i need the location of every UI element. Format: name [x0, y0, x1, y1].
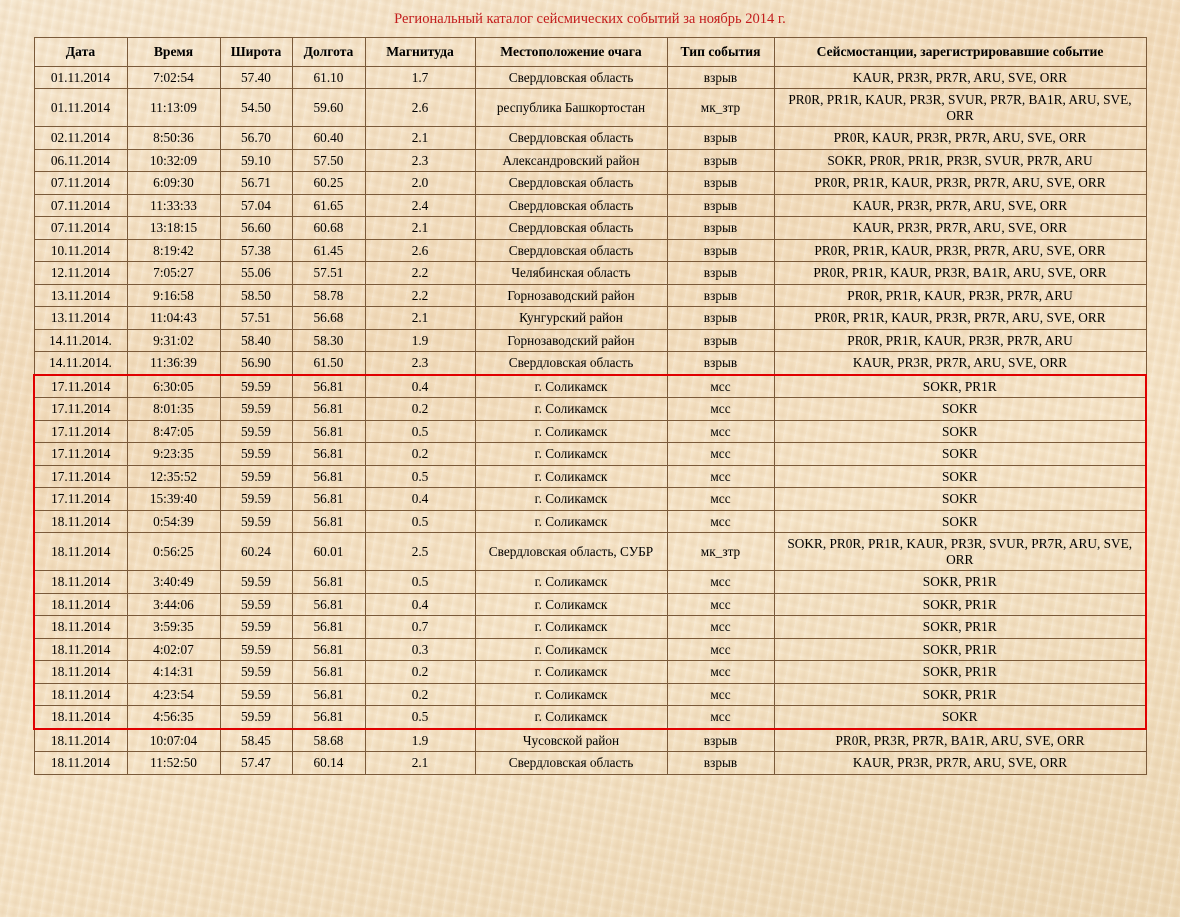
cell-stations: PR0R, PR1R, KAUR, PR3R, PR7R, ARU: [774, 329, 1146, 352]
table-row[interactable]: [34, 352, 1146, 375]
cell-longitude: 61.10: [292, 66, 365, 89]
cell-longitude: 61.65: [292, 194, 365, 217]
cell-event-type: взрыв: [667, 752, 774, 775]
table-row[interactable]: [34, 683, 1146, 706]
table-row[interactable]: [34, 533, 1146, 571]
cell-magnitude: 0.5: [365, 465, 475, 488]
cell-time: 8:47:05: [127, 420, 220, 443]
cell-stations: SOKR: [774, 398, 1146, 421]
cell-longitude: 60.68: [292, 217, 365, 240]
cell-time: 10:32:09: [127, 149, 220, 172]
cell-location: Свердловская область: [475, 194, 667, 217]
cell-event-type: взрыв: [667, 217, 774, 240]
cell-stations: PR0R, PR3R, PR7R, BA1R, ARU, SVE, ORR: [774, 729, 1146, 752]
cell-longitude: 56.81: [292, 420, 365, 443]
cell-stations: PR0R, PR1R, KAUR, PR3R, BA1R, ARU, SVE, ORR: [774, 262, 1146, 285]
cell-location: г. Соликамск: [475, 616, 667, 639]
cell-longitude: 56.81: [292, 571, 365, 594]
cell-stations: SOKR, PR1R: [774, 571, 1146, 594]
cell-stations: KAUR, PR3R, PR7R, ARU, SVE, ORR: [774, 352, 1146, 375]
cell-date: 18.11.2014: [34, 533, 127, 571]
cell-longitude: 60.25: [292, 172, 365, 195]
cell-magnitude: 2.5: [365, 533, 475, 571]
cell-longitude: 56.81: [292, 443, 365, 466]
cell-date: 18.11.2014: [34, 593, 127, 616]
cell-stations: SOKR, PR1R: [774, 375, 1146, 398]
cell-location: Горнозаводский район: [475, 329, 667, 352]
cell-magnitude: 1.9: [365, 729, 475, 752]
cell-longitude: 58.68: [292, 729, 365, 752]
cell-date: 18.11.2014: [34, 661, 127, 684]
cell-date: 17.11.2014: [34, 465, 127, 488]
cell-time: 8:01:35: [127, 398, 220, 421]
cell-stations: SOKR, PR0R, PR1R, PR3R, SVUR, PR7R, ARU: [774, 149, 1146, 172]
cell-time: 11:33:33: [127, 194, 220, 217]
cell-event-type: взрыв: [667, 352, 774, 375]
cell-event-type: мсс: [667, 398, 774, 421]
cell-latitude: 58.50: [220, 284, 292, 307]
cell-longitude: 56.81: [292, 375, 365, 398]
cell-latitude: 59.10: [220, 149, 292, 172]
cell-time: 3:59:35: [127, 616, 220, 639]
cell-time: 13:18:15: [127, 217, 220, 240]
cell-time: 11:13:09: [127, 89, 220, 127]
cell-magnitude: 2.2: [365, 284, 475, 307]
cell-date: 14.11.2014.: [34, 352, 127, 375]
table-row[interactable]: [34, 375, 1146, 398]
cell-longitude: 60.01: [292, 533, 365, 571]
cell-time: 11:04:43: [127, 307, 220, 330]
cell-date: 12.11.2014: [34, 262, 127, 285]
cell-latitude: 59.59: [220, 420, 292, 443]
cell-latitude: 59.59: [220, 443, 292, 466]
cell-magnitude: 0.2: [365, 398, 475, 421]
cell-location: г. Соликамск: [475, 398, 667, 421]
cell-event-type: взрыв: [667, 172, 774, 195]
cell-latitude: 57.51: [220, 307, 292, 330]
cell-latitude: 58.40: [220, 329, 292, 352]
table-row[interactable]: [34, 66, 1146, 89]
table-row[interactable]: [34, 638, 1146, 661]
cell-stations: SOKR, PR1R: [774, 616, 1146, 639]
table-row[interactable]: [34, 172, 1146, 195]
cell-stations: KAUR, PR3R, PR7R, ARU, SVE, ORR: [774, 66, 1146, 89]
table-row[interactable]: [34, 239, 1146, 262]
cell-time: 3:44:06: [127, 593, 220, 616]
cell-latitude: 59.59: [220, 571, 292, 594]
cell-location: г. Соликамск: [475, 510, 667, 533]
cell-event-type: взрыв: [667, 239, 774, 262]
table-header-row: [34, 38, 1146, 67]
cell-date: 18.11.2014: [34, 683, 127, 706]
cell-event-type: мсс: [667, 571, 774, 594]
cell-stations: PR0R, PR1R, KAUR, PR3R, PR7R, ARU, SVE, ORR: [774, 239, 1146, 262]
cell-longitude: 60.40: [292, 127, 365, 150]
cell-event-type: взрыв: [667, 262, 774, 285]
cell-date: 14.11.2014.: [34, 329, 127, 352]
cell-location: Свердловская область: [475, 172, 667, 195]
cell-stations: SOKR: [774, 443, 1146, 466]
cell-time: 4:02:07: [127, 638, 220, 661]
cell-event-type: мсс: [667, 616, 774, 639]
column-header-location: Местоположение очага: [475, 38, 667, 67]
cell-time: 11:52:50: [127, 752, 220, 775]
cell-latitude: 56.71: [220, 172, 292, 195]
table-row[interactable]: [34, 706, 1146, 729]
cell-longitude: 56.81: [292, 616, 365, 639]
cell-time: 4:56:35: [127, 706, 220, 729]
cell-location: Александровский район: [475, 149, 667, 172]
cell-event-type: мсс: [667, 443, 774, 466]
cell-longitude: 56.81: [292, 706, 365, 729]
cell-longitude: 57.51: [292, 262, 365, 285]
column-header-longitude: Долгота: [292, 38, 365, 67]
cell-date: 02.11.2014: [34, 127, 127, 150]
cell-date: 18.11.2014: [34, 706, 127, 729]
cell-date: 01.11.2014: [34, 66, 127, 89]
cell-time: 10:07:04: [127, 729, 220, 752]
cell-time: 15:39:40: [127, 488, 220, 511]
cell-stations: PR0R, PR1R, KAUR, PR3R, PR7R, ARU: [774, 284, 1146, 307]
cell-location: Свердловская область: [475, 752, 667, 775]
cell-latitude: 59.59: [220, 683, 292, 706]
column-header-latitude: Широта: [220, 38, 292, 67]
cell-time: 6:09:30: [127, 172, 220, 195]
cell-latitude: 59.59: [220, 398, 292, 421]
cell-date: 17.11.2014: [34, 488, 127, 511]
table-row[interactable]: [34, 443, 1146, 466]
cell-magnitude: 2.3: [365, 149, 475, 172]
cell-event-type: мсс: [667, 683, 774, 706]
cell-magnitude: 0.5: [365, 420, 475, 443]
cell-stations: SOKR, PR1R: [774, 593, 1146, 616]
cell-date: 07.11.2014: [34, 172, 127, 195]
table-row[interactable]: [34, 217, 1146, 240]
cell-longitude: 56.81: [292, 638, 365, 661]
cell-event-type: взрыв: [667, 194, 774, 217]
cell-location: г. Соликамск: [475, 465, 667, 488]
cell-date: 13.11.2014: [34, 284, 127, 307]
table-row[interactable]: [34, 729, 1146, 752]
cell-latitude: 57.38: [220, 239, 292, 262]
cell-latitude: 59.59: [220, 661, 292, 684]
cell-latitude: 58.45: [220, 729, 292, 752]
cell-stations: KAUR, PR3R, PR7R, ARU, SVE, ORR: [774, 752, 1146, 775]
cell-location: г. Соликамск: [475, 420, 667, 443]
cell-location: г. Соликамск: [475, 571, 667, 594]
table-row[interactable]: [34, 510, 1146, 533]
table-body: [34, 66, 1146, 774]
cell-longitude: 59.60: [292, 89, 365, 127]
table-row[interactable]: [34, 465, 1146, 488]
cell-event-type: мсс: [667, 420, 774, 443]
cell-time: 7:05:27: [127, 262, 220, 285]
cell-location: г. Соликамск: [475, 375, 667, 398]
cell-date: 17.11.2014: [34, 398, 127, 421]
cell-location: г. Соликамск: [475, 638, 667, 661]
cell-magnitude: 0.7: [365, 616, 475, 639]
cell-time: 11:36:39: [127, 352, 220, 375]
cell-location: г. Соликамск: [475, 593, 667, 616]
cell-date: 18.11.2014: [34, 571, 127, 594]
cell-location: Свердловская область: [475, 217, 667, 240]
cell-magnitude: 0.2: [365, 683, 475, 706]
table-row[interactable]: [34, 571, 1146, 594]
cell-longitude: 56.81: [292, 661, 365, 684]
cell-location: республика Башкортостан: [475, 89, 667, 127]
cell-latitude: 59.59: [220, 488, 292, 511]
cell-time: 8:50:36: [127, 127, 220, 150]
cell-time: 12:35:52: [127, 465, 220, 488]
cell-date: 18.11.2014: [34, 729, 127, 752]
cell-location: г. Соликамск: [475, 683, 667, 706]
cell-date: 13.11.2014: [34, 307, 127, 330]
cell-latitude: 57.40: [220, 66, 292, 89]
cell-longitude: 61.50: [292, 352, 365, 375]
cell-date: 18.11.2014: [34, 752, 127, 775]
cell-latitude: 59.59: [220, 638, 292, 661]
cell-magnitude: 2.2: [365, 262, 475, 285]
cell-location: Свердловская область: [475, 352, 667, 375]
cell-location: Свердловская область, СУБР: [475, 533, 667, 571]
cell-time: 9:16:58: [127, 284, 220, 307]
cell-magnitude: 0.4: [365, 375, 475, 398]
cell-location: Чусовской район: [475, 729, 667, 752]
cell-date: 07.11.2014: [34, 217, 127, 240]
cell-magnitude: 1.7: [365, 66, 475, 89]
cell-longitude: 61.45: [292, 239, 365, 262]
cell-magnitude: 0.5: [365, 571, 475, 594]
seismic-events-table: [33, 37, 1147, 775]
column-header-time: Время: [127, 38, 220, 67]
cell-date: 10.11.2014: [34, 239, 127, 262]
cell-longitude: 56.68: [292, 307, 365, 330]
cell-stations: SOKR: [774, 465, 1146, 488]
cell-magnitude: 1.9: [365, 329, 475, 352]
cell-latitude: 59.59: [220, 465, 292, 488]
cell-date: 17.11.2014: [34, 443, 127, 466]
cell-magnitude: 0.2: [365, 443, 475, 466]
cell-event-type: мсс: [667, 661, 774, 684]
cell-time: 0:56:25: [127, 533, 220, 571]
cell-latitude: 55.06: [220, 262, 292, 285]
table-row[interactable]: [34, 307, 1146, 330]
cell-latitude: 59.59: [220, 706, 292, 729]
cell-time: 0:54:39: [127, 510, 220, 533]
cell-magnitude: 2.1: [365, 752, 475, 775]
cell-location: г. Соликамск: [475, 488, 667, 511]
table-row[interactable]: [34, 89, 1146, 127]
cell-stations: SOKR: [774, 510, 1146, 533]
cell-time: 4:23:54: [127, 683, 220, 706]
cell-magnitude: 2.1: [365, 307, 475, 330]
column-header-date: Дата: [34, 38, 127, 67]
cell-stations: SOKR, PR1R: [774, 638, 1146, 661]
column-header-stations: Сейсмостанции, зарегистрировавшие событие: [774, 38, 1146, 67]
cell-time: 3:40:49: [127, 571, 220, 594]
cell-magnitude: 0.5: [365, 706, 475, 729]
cell-event-type: мсс: [667, 638, 774, 661]
cell-stations: PR0R, PR1R, KAUR, PR3R, SVUR, PR7R, BA1R, ARU, SVE, ORR: [774, 89, 1146, 127]
cell-stations: KAUR, PR3R, PR7R, ARU, SVE, ORR: [774, 194, 1146, 217]
cell-date: 17.11.2014: [34, 375, 127, 398]
cell-magnitude: 2.4: [365, 194, 475, 217]
cell-magnitude: 2.1: [365, 217, 475, 240]
cell-event-type: мсс: [667, 593, 774, 616]
cell-latitude: 54.50: [220, 89, 292, 127]
cell-stations: SOKR, PR1R: [774, 661, 1146, 684]
cell-event-type: мк_зтр: [667, 533, 774, 571]
cell-longitude: 56.81: [292, 398, 365, 421]
cell-latitude: 59.59: [220, 375, 292, 398]
cell-location: г. Соликамск: [475, 661, 667, 684]
cell-location: г. Соликамск: [475, 443, 667, 466]
table-header: [34, 38, 1146, 67]
cell-latitude: 57.04: [220, 194, 292, 217]
cell-latitude: 59.59: [220, 593, 292, 616]
cell-date: 18.11.2014: [34, 638, 127, 661]
cell-stations: SOKR, PR1R: [774, 683, 1146, 706]
table-row[interactable]: [34, 488, 1146, 511]
cell-longitude: 56.81: [292, 593, 365, 616]
cell-magnitude: 0.4: [365, 488, 475, 511]
cell-longitude: 56.81: [292, 488, 365, 511]
cell-location: Свердловская область: [475, 127, 667, 150]
cell-latitude: 57.47: [220, 752, 292, 775]
page-title: Региональный каталог сейсмических событий за ноябрь 2014 г.: [394, 11, 786, 27]
cell-location: Кунгурский район: [475, 307, 667, 330]
column-header-event-type: Тип события: [667, 38, 774, 67]
cell-event-type: мсс: [667, 488, 774, 511]
cell-time: 8:19:42: [127, 239, 220, 262]
cell-latitude: 59.59: [220, 510, 292, 533]
cell-time: 9:31:02: [127, 329, 220, 352]
cell-date: 18.11.2014: [34, 510, 127, 533]
cell-time: 7:02:54: [127, 66, 220, 89]
cell-stations: PR0R, PR1R, KAUR, PR3R, PR7R, ARU, SVE, ORR: [774, 172, 1146, 195]
cell-stations: SOKR, PR0R, PR1R, KAUR, PR3R, SVUR, PR7R, ARU, SVE, ORR: [774, 533, 1146, 571]
table-row[interactable]: [34, 661, 1146, 684]
cell-event-type: мсс: [667, 706, 774, 729]
cell-event-type: мсс: [667, 510, 774, 533]
cell-longitude: 60.14: [292, 752, 365, 775]
cell-longitude: 57.50: [292, 149, 365, 172]
table-row[interactable]: [34, 284, 1146, 307]
cell-location: Свердловская область: [475, 66, 667, 89]
cell-event-type: мк_зтр: [667, 89, 774, 127]
cell-time: 9:23:35: [127, 443, 220, 466]
cell-latitude: 56.60: [220, 217, 292, 240]
table-row[interactable]: [34, 616, 1146, 639]
cell-magnitude: 0.5: [365, 510, 475, 533]
table-row[interactable]: [34, 194, 1146, 217]
cell-stations: SOKR: [774, 706, 1146, 729]
table-row[interactable]: [34, 420, 1146, 443]
table-row[interactable]: [34, 593, 1146, 616]
cell-latitude: 60.24: [220, 533, 292, 571]
cell-magnitude: 2.6: [365, 239, 475, 262]
cell-longitude: 56.81: [292, 465, 365, 488]
table-row[interactable]: [34, 752, 1146, 775]
cell-longitude: 56.81: [292, 683, 365, 706]
column-header-magnitude: Магнитуда: [365, 38, 475, 67]
cell-event-type: мсс: [667, 375, 774, 398]
cell-stations: PR0R, KAUR, PR3R, PR7R, ARU, SVE, ORR: [774, 127, 1146, 150]
cell-stations: SOKR: [774, 420, 1146, 443]
cell-stations: SOKR: [774, 488, 1146, 511]
cell-magnitude: 2.3: [365, 352, 475, 375]
table-row[interactable]: [34, 262, 1146, 285]
cell-latitude: 56.70: [220, 127, 292, 150]
cell-time: 6:30:05: [127, 375, 220, 398]
table-row[interactable]: [34, 329, 1146, 352]
cell-location: Челябинская область: [475, 262, 667, 285]
cell-stations: KAUR, PR3R, PR7R, ARU, SVE, ORR: [774, 217, 1146, 240]
cell-event-type: взрыв: [667, 329, 774, 352]
cell-magnitude: 2.6: [365, 89, 475, 127]
cell-event-type: взрыв: [667, 729, 774, 752]
table-row[interactable]: [34, 149, 1146, 172]
cell-location: Свердловская область: [475, 239, 667, 262]
cell-date: 06.11.2014: [34, 149, 127, 172]
cell-magnitude: 2.0: [365, 172, 475, 195]
cell-event-type: взрыв: [667, 66, 774, 89]
cell-date: 17.11.2014: [34, 420, 127, 443]
cell-time: 4:14:31: [127, 661, 220, 684]
cell-date: 01.11.2014: [34, 89, 127, 127]
cell-date: 07.11.2014: [34, 194, 127, 217]
cell-event-type: взрыв: [667, 307, 774, 330]
cell-magnitude: 2.1: [365, 127, 475, 150]
cell-magnitude: 0.3: [365, 638, 475, 661]
cell-latitude: 56.90: [220, 352, 292, 375]
cell-longitude: 58.78: [292, 284, 365, 307]
table-row[interactable]: [34, 398, 1146, 421]
cell-latitude: 59.59: [220, 616, 292, 639]
cell-event-type: мсс: [667, 465, 774, 488]
cell-date: 18.11.2014: [34, 616, 127, 639]
cell-stations: PR0R, PR1R, KAUR, PR3R, PR7R, ARU, SVE, ORR: [774, 307, 1146, 330]
cell-location: г. Соликамск: [475, 706, 667, 729]
cell-event-type: взрыв: [667, 284, 774, 307]
cell-longitude: 58.30: [292, 329, 365, 352]
cell-event-type: взрыв: [667, 127, 774, 150]
cell-event-type: взрыв: [667, 149, 774, 172]
cell-longitude: 56.81: [292, 510, 365, 533]
cell-magnitude: 0.4: [365, 593, 475, 616]
cell-location: Горнозаводский район: [475, 284, 667, 307]
cell-magnitude: 0.2: [365, 661, 475, 684]
table-row[interactable]: [34, 127, 1146, 150]
